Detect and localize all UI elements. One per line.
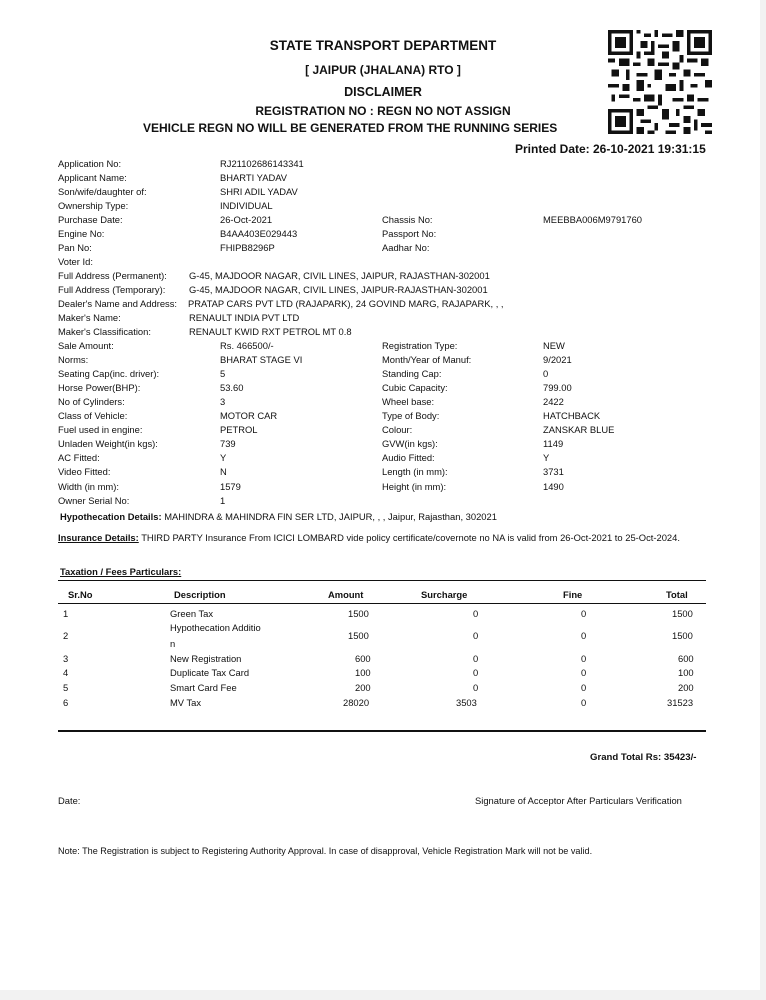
table-cell-wrap: n xyxy=(170,638,176,649)
sale-amount-value: Rs. 466500/- xyxy=(220,340,274,351)
vehicle-class-label: Class of Vehicle: xyxy=(58,410,128,421)
table-cell: 0 xyxy=(581,608,587,619)
maker-class-label: Maker's Classification: xyxy=(58,326,151,337)
wheelbase-label: Wheel base: xyxy=(382,396,435,407)
footer-note: Note: The Registration is subject to Registering Authority Approval. In case of disapproval, Vehicle Registration Mark will not be valid. xyxy=(58,846,593,856)
purchase-date-label: Purchase Date: xyxy=(58,214,123,225)
hypothecation-details xyxy=(60,511,497,522)
engine-label: Engine No: xyxy=(58,228,105,239)
height-label: Height (in mm): xyxy=(382,481,447,492)
printed-date: Printed Date: 26-10-2021 19:31:15 xyxy=(515,142,706,156)
table-cell: Smart Card Fee xyxy=(170,682,237,693)
table-cell: 3503 xyxy=(456,697,477,708)
relation-value: SHRI ADIL YADAV xyxy=(220,186,298,197)
chassis-label: Chassis No: xyxy=(382,214,433,225)
manuf-label: Month/Year of Manuf: xyxy=(382,354,472,365)
table-cell: 2 xyxy=(63,630,69,641)
col-amount-header: Amount xyxy=(328,589,364,600)
ownership-label: Ownership Type: xyxy=(58,200,129,211)
application-no-label: Application No: xyxy=(58,158,122,169)
pan-label: Pan No: xyxy=(58,242,92,253)
grand-total: Grand Total Rs: 35423/- xyxy=(590,752,697,763)
table-cell: New Registration xyxy=(170,653,242,664)
table-cell: 5 xyxy=(63,682,69,693)
table-cell: 3 xyxy=(63,653,69,664)
maker-label: Maker's Name: xyxy=(58,312,121,323)
pan-value: FHIPB8296P xyxy=(220,242,275,253)
qr-code xyxy=(608,30,712,134)
insurance-details xyxy=(58,530,708,546)
table-cell: 0 xyxy=(581,682,587,693)
registration-note: VEHICLE REGN NO WILL BE GENERATED FROM THE RUNNING SERIES xyxy=(143,121,558,135)
owner-serial-value: 1 xyxy=(220,495,226,506)
video-value: N xyxy=(220,466,227,477)
col-description-header: Description xyxy=(174,589,226,600)
table-cell: 0 xyxy=(473,653,479,664)
table-cell: 0 xyxy=(473,682,479,693)
table-cell: 1500 xyxy=(672,608,693,619)
dealer-value: PRATAP CARS PVT LTD (RAJAPARK), 24 GOVIND MARG, RAJAPARK, , , xyxy=(188,298,504,309)
table-cell: Hypothecation Additio xyxy=(170,622,261,633)
table-cell: 0 xyxy=(473,667,479,678)
voter-label: Voter Id: xyxy=(58,256,93,267)
table-bottom-rule xyxy=(58,730,706,733)
rto-name: [ JAIPUR (JHALANA) RTO ] xyxy=(305,63,461,77)
table-cell: 0 xyxy=(473,630,479,641)
fuel-value: PETROL xyxy=(220,424,258,435)
seating-label: Seating Cap(inc. driver): xyxy=(58,368,160,379)
norms-value: BHARAT STAGE VI xyxy=(220,354,303,365)
table-top-rule xyxy=(58,580,706,581)
passport-label: Passport No: xyxy=(382,228,437,239)
table-cell: 31523 xyxy=(667,697,694,708)
table-cell: 0 xyxy=(581,653,587,664)
fuel-label: Fuel used in engine: xyxy=(58,424,143,435)
date-label: Date: xyxy=(58,795,81,806)
maker-value: RENAULT INDIA PVT LTD xyxy=(189,312,300,323)
table-cell: 0 xyxy=(581,667,587,678)
applicant-name-label: Applicant Name: xyxy=(58,172,127,183)
ac-value: Y xyxy=(220,452,227,463)
cylinders-value: 3 xyxy=(220,396,226,407)
table-header-rule xyxy=(58,603,706,604)
owner-serial-label: Owner Serial No: xyxy=(58,495,130,506)
aadhar-label: Aadhar No: xyxy=(382,242,430,253)
dealer-label: Dealer's Name and Address: xyxy=(58,298,178,309)
col-fine-header: Fine xyxy=(563,589,583,600)
vehicle-class-value: MOTOR CAR xyxy=(220,410,278,421)
col-srno-header: Sr.No xyxy=(68,589,93,600)
reg-type-label: Registration Type: xyxy=(382,340,458,351)
width-label: Width (in mm): xyxy=(58,481,119,492)
horsepower-label: Horse Power(BHP): xyxy=(58,382,141,393)
horsepower-value: 53.60 xyxy=(220,382,244,393)
audio-label: Audio Fitted: xyxy=(382,452,435,463)
address-permanent-value: G-45, MAJDOOR NAGAR, CIVIL LINES, JAIPUR, RAJASTHAN-302001 xyxy=(189,270,490,281)
col-surcharge-header: Surcharge xyxy=(421,589,468,600)
table-cell: 600 xyxy=(355,653,371,664)
cylinders-label: No of Cylinders: xyxy=(58,396,125,407)
table-cell: 4 xyxy=(63,667,69,678)
body-type-value: HATCHBACK xyxy=(543,410,601,421)
applicant-name-value: BHARTI YADAV xyxy=(220,172,288,183)
table-cell: 100 xyxy=(678,667,694,678)
sale-amount-label: Sale Amount: xyxy=(58,340,114,351)
table-cell: Duplicate Tax Card xyxy=(170,667,250,678)
hypothecation-value: MAHINDRA & MAHINDRA FIN SER LTD, JAIPUR, , , Jaipur, Rajasthan, 302021 xyxy=(164,511,497,522)
ac-label: AC Fitted: xyxy=(58,452,100,463)
wheelbase-value: 2422 xyxy=(543,396,564,407)
table-cell: 0 xyxy=(473,608,479,619)
table-cell: 0 xyxy=(581,697,587,708)
signature-line: Signature of Acceptor After Particulars Verification xyxy=(475,795,682,806)
application-no-value: RJ21102686143341 xyxy=(220,158,304,169)
table-cell: 1 xyxy=(63,608,69,619)
length-value: 3731 xyxy=(543,466,564,477)
relation-label: Son/wife/daughter of: xyxy=(58,186,147,197)
norms-label: Norms: xyxy=(58,354,89,365)
engine-value: B4AA403E029443 xyxy=(220,228,298,239)
video-label: Video Fitted: xyxy=(58,466,111,477)
reg-type-value: NEW xyxy=(543,340,565,351)
table-cell: 100 xyxy=(355,667,371,678)
width-value: 1579 xyxy=(220,481,241,492)
table-cell: 6 xyxy=(63,697,69,708)
table-cell: 200 xyxy=(355,682,371,693)
table-cell: MV Tax xyxy=(170,697,202,708)
table-cell: 200 xyxy=(678,682,694,693)
table-cell: 1500 xyxy=(672,630,693,641)
table-cell: 0 xyxy=(581,630,587,641)
unladen-weight-value: 739 xyxy=(220,438,236,449)
registration-number: REGISTRATION NO : REGN NO NOT ASSIGN xyxy=(255,104,511,118)
cubic-capacity-label: Cubic Capacity: xyxy=(382,382,448,393)
document-type: DISCLAIMER xyxy=(344,85,422,99)
cubic-capacity-value: 799.00 xyxy=(543,382,572,393)
maker-class-value: RENAULT KWID RXT PETROL MT 0.8 xyxy=(189,326,352,337)
col-total-header: Total xyxy=(666,589,688,600)
taxation-title: Taxation / Fees Particulars: xyxy=(60,566,182,577)
chassis-value: MEEBBA006M9791760 xyxy=(543,214,643,225)
table-cell: 1500 xyxy=(348,608,369,619)
gvw-label: GVW(in kgs): xyxy=(382,438,438,449)
standing-value: 0 xyxy=(543,368,549,379)
gvw-value: 1149 xyxy=(543,438,564,449)
length-label: Length (in mm): xyxy=(382,466,448,477)
insurance-label: Insurance Details: xyxy=(58,532,139,543)
table-cell: 600 xyxy=(678,653,694,664)
address-temporary-value: G-45, MAJDOOR NAGAR, CIVIL LINES, JAIPUR-RAJASTHAN-302001 xyxy=(189,284,488,295)
unladen-weight-label: Unladen Weight(in kgs): xyxy=(58,438,158,449)
address-permanent-label: Full Address (Permanent): xyxy=(58,270,167,281)
seating-value: 5 xyxy=(220,368,226,379)
colour-value: ZANSKAR BLUE xyxy=(543,424,615,435)
department-title: STATE TRANSPORT DEPARTMENT xyxy=(269,38,497,53)
table-cell: 28020 xyxy=(343,697,370,708)
ownership-value: INDIVIDUAL xyxy=(220,200,273,211)
table-cell: Green Tax xyxy=(170,608,214,619)
audio-value: Y xyxy=(543,452,550,463)
colour-label: Colour: xyxy=(382,424,413,435)
manuf-value: 9/2021 xyxy=(543,354,572,365)
body-type-label: Type of Body: xyxy=(382,410,440,421)
standing-label: Standing Cap: xyxy=(382,368,442,379)
height-value: 1490 xyxy=(543,481,564,492)
purchase-date-value: 26-Oct-2021 xyxy=(220,214,273,225)
insurance-value: THIRD PARTY Insurance From ICICI LOMBARD vide policy certificate/covernote no NA is valid from 26-Oct-2021 to 25-Oct-2024. xyxy=(141,532,680,543)
hypothecation-label: Hypothecation Details: xyxy=(60,511,162,522)
address-temporary-label: Full Address (Temporary): xyxy=(58,284,166,295)
table-cell: 1500 xyxy=(348,630,369,641)
